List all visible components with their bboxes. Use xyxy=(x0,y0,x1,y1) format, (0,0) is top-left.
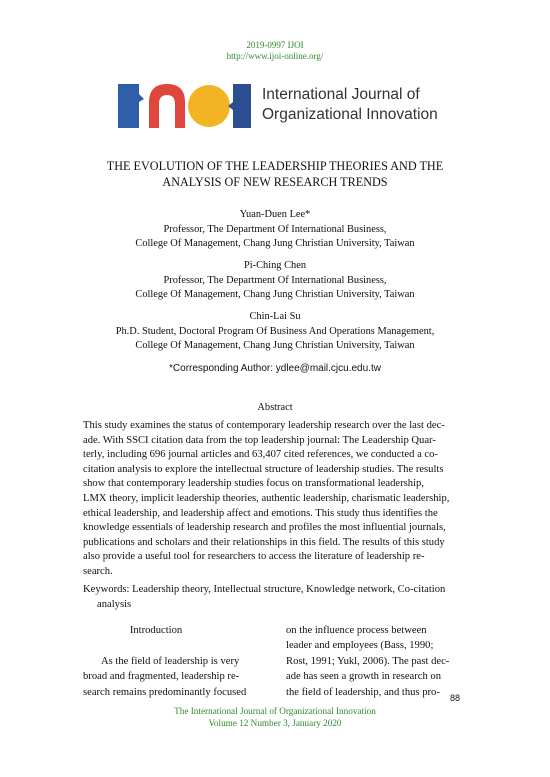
paper-title-line-1: THE EVOLUTION OF THE LEADERSHIP THEORIES AND THE xyxy=(106,159,444,173)
logo-text xyxy=(262,85,438,125)
abstract-line: terly, including 696 journal articles and 63,407 cited references, we conducted a co- xyxy=(83,449,438,461)
intro-heading: Introduction xyxy=(129,625,183,636)
author-affiliation: College Of Management, Chang Jung Christian University, Taiwan xyxy=(135,340,415,351)
author-name: Chin-Lai Su xyxy=(249,311,301,322)
intro-line: broad and fragmented, leadership re- xyxy=(83,671,240,683)
ijoi-logo-graphic xyxy=(115,80,253,132)
spacer xyxy=(83,638,263,653)
author-block-3 xyxy=(0,310,550,354)
abstract-line: publications and scholars and their relationships in this field. The results of this study xyxy=(83,536,445,548)
keywords xyxy=(83,583,483,612)
abstract-line: LMX theory, implicit leadership theories, authentic leadership, charismatic leadership, xyxy=(83,492,450,504)
abstract-line: ethical leadership, and leadership affect and emotions. This study thus identifies the xyxy=(83,507,438,519)
author-affiliation: College Of Management, Chang Jung Christian University, Taiwan xyxy=(135,238,415,249)
abstract-line: also provide a useful tool for researchers to access the literature of leadership re- xyxy=(83,551,425,563)
author-position: Professor, The Department Of International Business, xyxy=(163,223,387,235)
author-name: Yuan-Duen Lee* xyxy=(239,209,311,220)
footer-volume: Volume 12 Number 3, January 2020 xyxy=(208,718,342,728)
intro-right-column xyxy=(286,623,466,700)
abstract-line: show that contemporary leadership studies focus on transformational leadership, xyxy=(83,478,424,490)
author-affiliation: College Of Management, Chang Jung Christian University, Taiwan xyxy=(135,289,415,300)
author-block-1 xyxy=(0,208,550,252)
issn-header: 2019-0997 IJOI xyxy=(246,40,304,50)
intro-line: search remains predominantly focused xyxy=(83,686,247,698)
paper-title-line-2: ANALYSIS OF NEW RESEARCH TRENDS xyxy=(162,175,388,189)
journal-url-link[interactable]: http://www.ijoi-online.org/ xyxy=(226,51,324,61)
corresponding-author: *Corresponding Author: ydlee@mail.cjcu.edu.tw xyxy=(169,363,381,374)
intro-line: on the influence process between xyxy=(286,625,427,636)
abstract-heading: Abstract xyxy=(257,402,293,413)
author-position: Ph.D. Student, Doctoral Program Of Business And Operations Management, xyxy=(115,325,435,337)
abstract-line: This study examines the status of contemporary leadership research over the last dec- xyxy=(83,420,445,431)
intro-line: Rost, 1991; Yukl, 2006). The past dec- xyxy=(286,655,450,667)
paper-title xyxy=(0,158,550,190)
logo-line-2: Organizational Innovation xyxy=(262,106,438,123)
abstract-body xyxy=(83,419,467,580)
logo-line-1: International Journal of xyxy=(262,86,420,103)
journal-logo xyxy=(115,80,253,132)
intro-left-column xyxy=(83,623,263,700)
author-name: Pi-Ching Chen xyxy=(243,260,307,271)
intro-line: ade has seen a growth in research on xyxy=(286,671,442,683)
author-block-2 xyxy=(0,259,550,303)
abstract-line: ade. With SSCI citation data from the top leadership journal: The Leadership Quar- xyxy=(83,434,436,446)
author-position: Professor, The Department Of International Business, xyxy=(163,274,387,286)
keywords-line-2: analysis xyxy=(97,598,132,610)
abstract-line: search. xyxy=(83,565,113,577)
intro-line: the field of leadership, and thus pro- xyxy=(286,686,440,698)
footer-journal-name: The International Journal of Organizational Innovation xyxy=(174,706,376,716)
intro-line: As the field of leadership is very xyxy=(101,655,240,667)
abstract-line: knowledge essentials of leadership research and profiles the most influential journals, xyxy=(83,522,446,534)
keywords-line-1: Keywords: Leadership theory, Intellectual structure, Knowledge network, Co-citation xyxy=(83,584,446,595)
page-number: 88 xyxy=(449,693,460,703)
abstract-line: citation analysis to explore the intellectual structure of leadership studies. The results xyxy=(83,463,444,475)
intro-line: leader and employees (Bass, 1990; xyxy=(286,640,434,652)
